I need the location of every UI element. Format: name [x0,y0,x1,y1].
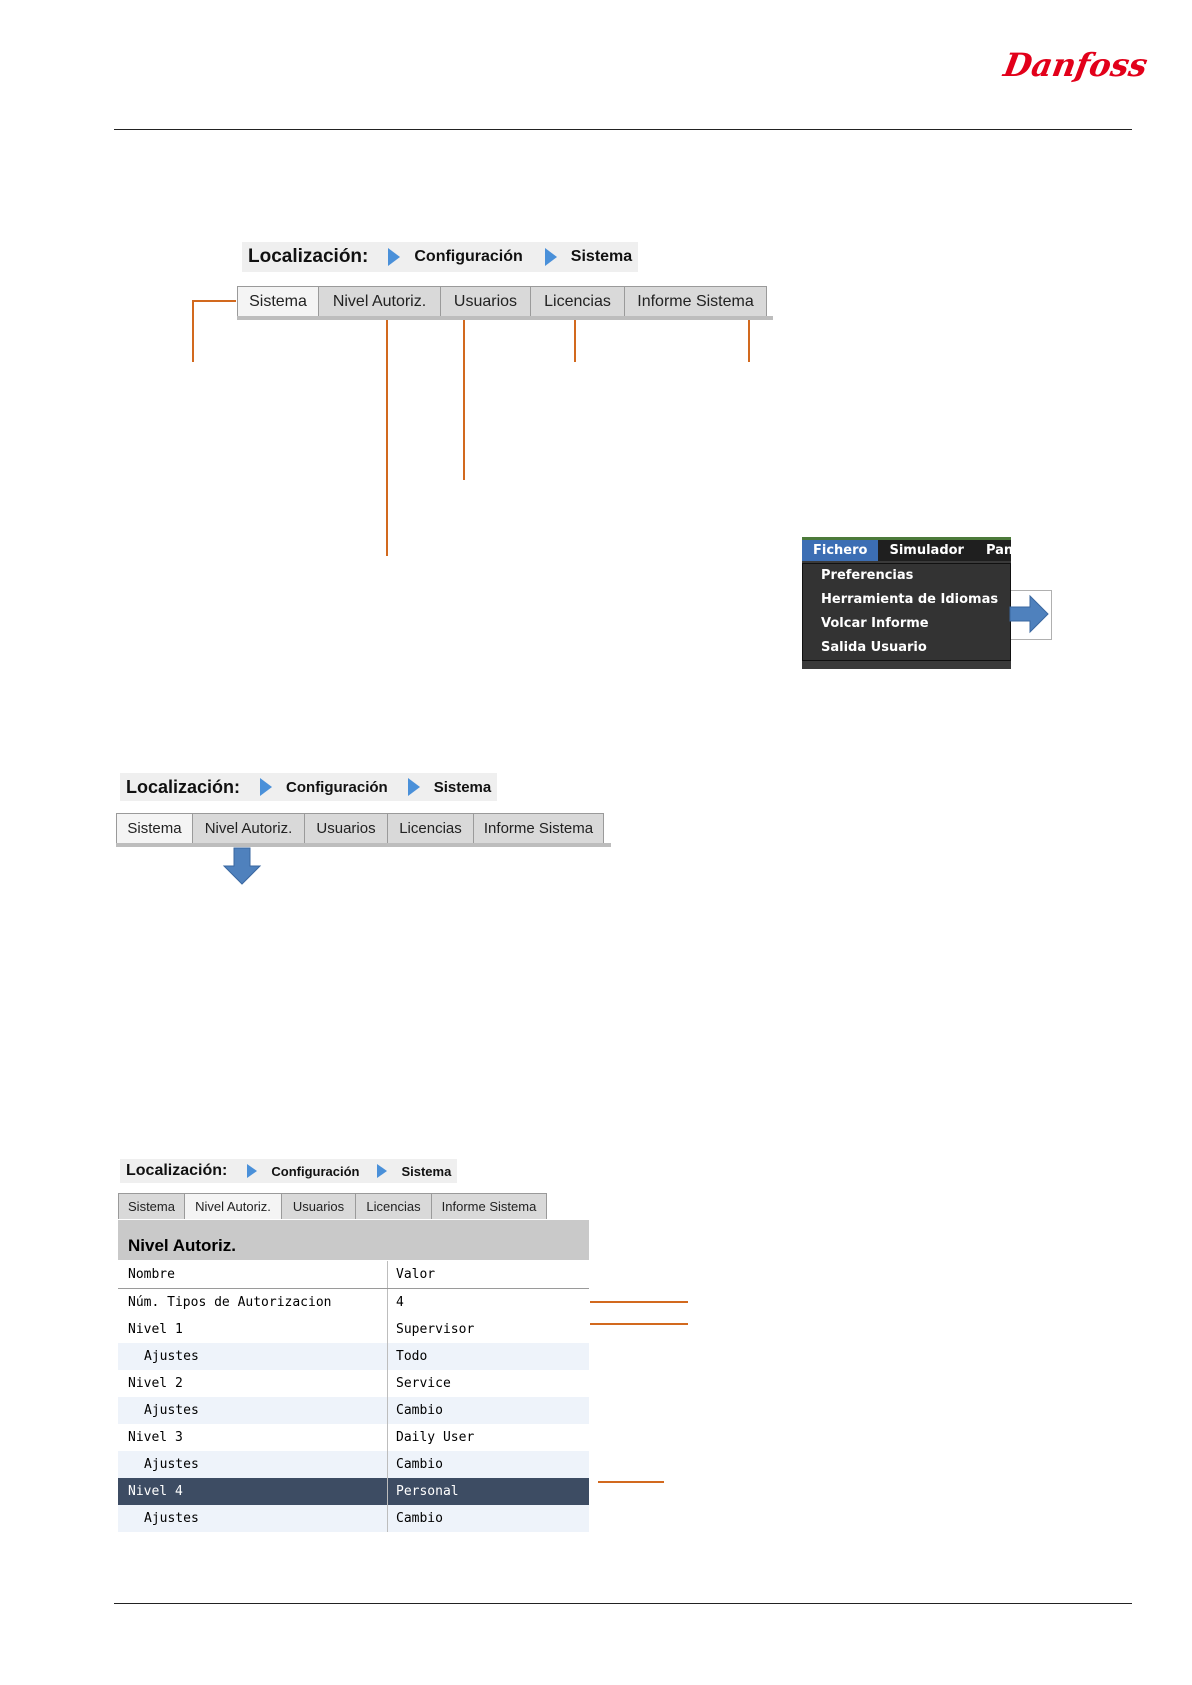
tab-bar-2 [116,813,604,843]
menu-item-herramienta-idiomas[interactable]: Herramienta de Idiomas [821,592,999,607]
tab-usuarios[interactable]: Usuarios [282,1193,356,1219]
breadcrumb-item-sistema[interactable]: Sistema [401,1163,452,1179]
callout-line [192,300,236,302]
menu-pan[interactable]: Pan [985,543,1014,558]
menu-item-preferencias[interactable]: Preferencias [821,568,914,583]
row-value: Todo [396,1349,428,1364]
fichero-menu-screenshot [802,537,1014,669]
row-name: Nivel 1 [118,1316,388,1343]
tab-bar-1 [237,286,767,316]
breadcrumb-arrow-icon [247,1164,257,1178]
breadcrumb-arrow-icon [260,778,272,796]
table-row[interactable] [118,1424,589,1451]
table-row[interactable] [118,1370,589,1397]
breadcrumb-label: Localización: [126,1162,228,1179]
row-name: Ajustes [118,1343,388,1370]
breadcrumb-item-configuracion[interactable]: Configuración [271,1163,360,1179]
callout-line [386,320,388,556]
callout-line [598,1481,664,1483]
breadcrumb-item-configuracion[interactable]: Configuración [286,778,388,796]
row-name: Nivel 2 [118,1370,388,1397]
right-arrow-icon [1010,594,1050,634]
tab-usuarios[interactable]: Usuarios [305,813,388,843]
row-value: 4 [396,1295,404,1310]
tab-nivel-autoriz[interactable]: Nivel Autoriz. [185,1193,282,1219]
callout-line [748,320,750,362]
row-value: Cambio [396,1511,443,1526]
breadcrumb-arrow-icon [388,248,400,266]
tab-licencias[interactable]: Licencias [531,286,625,316]
menu-simulador[interactable]: Simulador [889,543,964,558]
tab-bar-underline [237,316,773,320]
row-name: Ajustes [118,1505,388,1532]
breadcrumb-arrow-icon [545,248,557,266]
row-value: Cambio [396,1403,443,1418]
breadcrumb-item-sistema[interactable]: Sistema [433,778,492,796]
menu-item-volcar-informe[interactable]: Volcar Informe [821,616,929,631]
tab-bar-3 [118,1193,547,1219]
table-row-selected[interactable] [118,1478,589,1505]
breadcrumb-item-sistema[interactable]: Sistema [570,248,633,265]
tab-sistema[interactable]: Sistema [118,1193,185,1219]
danfoss-logo [1000,38,1151,94]
column-header-valor[interactable]: Valor [396,1267,436,1282]
callout-line [590,1323,688,1325]
tab-licencias[interactable]: Licencias [388,813,474,843]
breadcrumb-label: Localización: [248,246,369,267]
tab-sistema[interactable]: Sistema [237,286,319,316]
menu-fichero[interactable]: Fichero [802,540,878,561]
table-row[interactable] [118,1289,589,1316]
row-value: Supervisor [396,1322,475,1337]
breadcrumb-arrow-icon [377,1164,387,1178]
table-row[interactable] [118,1343,589,1370]
row-name: Nivel 4 [118,1478,388,1505]
panel-title: Nivel Autoriz. [118,1220,589,1260]
tab-informe-sistema[interactable]: Informe Sistema [474,813,604,843]
row-name: Nivel 3 [118,1424,388,1451]
row-name: Ajustes [118,1451,388,1478]
breadcrumb-3 [120,1159,457,1183]
breadcrumb-label: Localización: [126,776,241,797]
row-value: Daily User [396,1430,475,1445]
table-row[interactable] [118,1397,589,1424]
breadcrumb-arrow-icon [408,778,420,796]
menu-bar [802,537,1014,561]
callout-line [574,320,576,362]
row-name: Núm. Tipos de Autorizacion [118,1289,388,1316]
tab-usuarios[interactable]: Usuarios [441,286,531,316]
down-arrow-icon [222,848,262,886]
table-row[interactable] [118,1451,589,1478]
table-header-row [118,1261,589,1289]
row-value: Cambio [396,1457,443,1472]
callout-line [192,300,194,362]
tab-informe-sistema[interactable]: Informe Sistema [625,286,767,316]
table-row[interactable] [118,1505,589,1532]
tab-informe-sistema[interactable]: Informe Sistema [432,1193,547,1219]
fichero-dropdown [802,563,1011,661]
breadcrumb-1 [242,242,638,272]
table-row[interactable] [118,1316,589,1343]
row-value: Personal [396,1484,459,1499]
tab-sistema[interactable]: Sistema [116,813,193,843]
breadcrumb-item-configuracion[interactable]: Configuración [414,248,523,265]
tab-bar-underline [116,843,611,847]
footer-rule [114,1603,1132,1604]
row-value: Service [396,1376,451,1391]
callout-line [463,320,465,480]
logo-text: Danfoss [1000,46,1151,84]
menu-item-salida-usuario[interactable]: Salida Usuario [821,640,927,655]
tab-nivel-autoriz[interactable]: Nivel Autoriz. [193,813,305,843]
callout-line [590,1301,688,1303]
header-rule [114,129,1132,130]
row-name: Ajustes [118,1397,388,1424]
tab-nivel-autoriz[interactable]: Nivel Autoriz. [319,286,441,316]
auth-level-table [118,1261,589,1532]
breadcrumb-2 [120,773,497,801]
column-header-nombre[interactable]: Nombre [118,1261,388,1288]
tab-licencias[interactable]: Licencias [356,1193,432,1219]
